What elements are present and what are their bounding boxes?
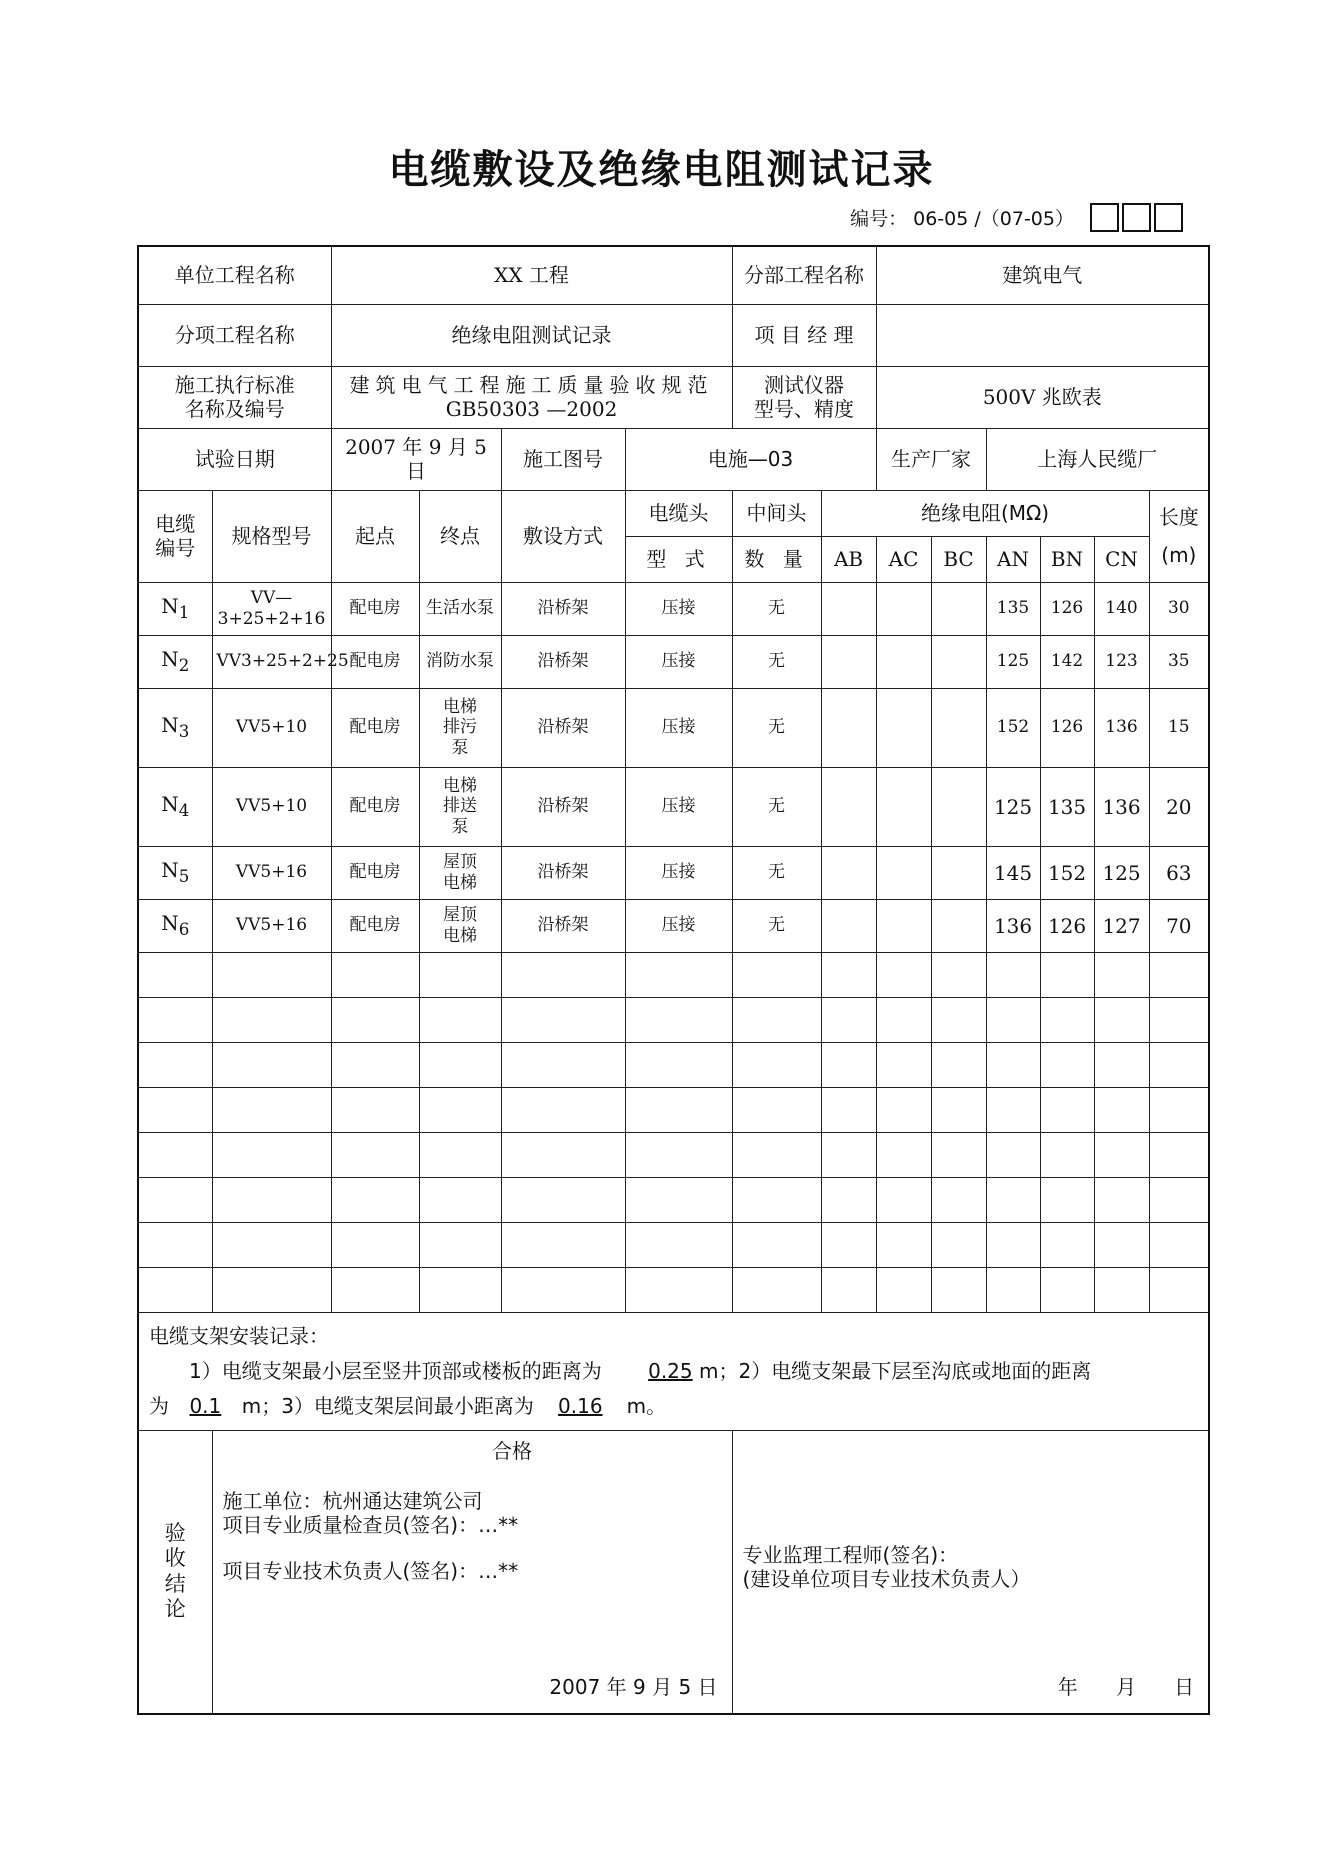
cell-an[interactable]: 152 [986, 688, 1040, 767]
cell-cn[interactable]: 123 [1094, 635, 1149, 688]
cell-start[interactable]: 配电房 [331, 635, 419, 688]
cell-ab[interactable] [821, 899, 876, 952]
instrument-label [732, 366, 876, 428]
cell-ac[interactable] [876, 846, 931, 899]
cell-method[interactable]: 沿桥架 [501, 635, 625, 688]
empty-row [138, 1042, 1209, 1087]
installation-heading: 电缆支架安装记录： [149, 1323, 329, 1348]
cell-cn[interactable]: 140 [1094, 582, 1149, 635]
cell-spec[interactable]: VV3+25+2+25 [212, 635, 331, 688]
col-ab: AB [821, 536, 876, 582]
col-an: AN [986, 536, 1040, 582]
empty-row [138, 997, 1209, 1042]
col-bn: BN [1040, 536, 1094, 582]
code-box[interactable] [1154, 203, 1183, 232]
item-project-value[interactable]: 绝缘电阻测试记录 [331, 304, 732, 366]
col-mid-count-2: 数 量 [732, 536, 821, 582]
col-length-line: (m) [1161, 543, 1197, 567]
cell-spec[interactable]: VV5+10 [212, 688, 331, 767]
table-row [138, 767, 1209, 846]
cell-mid[interactable]: 无 [732, 582, 821, 635]
cell-bc[interactable] [931, 635, 986, 688]
cell-ac[interactable] [876, 899, 931, 952]
code-box[interactable] [1122, 203, 1151, 232]
table-row [138, 899, 1209, 952]
cell-bn[interactable]: 142 [1040, 635, 1094, 688]
cell-length[interactable]: 15 [1149, 688, 1209, 767]
test-date-label: 试验日期 [138, 428, 331, 490]
col-bc: BC [931, 536, 986, 582]
quality-inspector-sign[interactable]: 项目专业质量检查员(签名)：…** [222, 1512, 519, 1537]
col-head-type-2: 型 式 [625, 536, 732, 582]
cell-ac[interactable] [876, 688, 931, 767]
col-spec: 规格型号 [212, 490, 331, 582]
cell-cable-no[interactable]: $N_6$ [138, 899, 212, 952]
distance-top-value[interactable]: 0.25 [648, 1358, 693, 1383]
cell-end[interactable]: 电梯排污泵 [419, 688, 501, 767]
unit-project-label: 单位工程名称 [138, 246, 331, 304]
cell-mid[interactable]: 无 [732, 767, 821, 846]
cell-start[interactable]: 配电房 [331, 846, 419, 899]
cell-mid[interactable]: 无 [732, 635, 821, 688]
col-insulation: 绝缘电阻(MΩ) [821, 490, 1149, 536]
cell-ab[interactable] [821, 846, 876, 899]
cell-method[interactable]: 沿桥架 [501, 846, 625, 899]
cell-start[interactable]: 配电房 [331, 688, 419, 767]
standard-value[interactable] [331, 366, 732, 428]
cell-an[interactable]: 135 [986, 582, 1040, 635]
instrument-label-line: 型号、精度 [754, 397, 855, 421]
cell-start[interactable]: 配电房 [331, 767, 419, 846]
drawing-value[interactable]: 电施—03 [625, 428, 876, 490]
empty-row [138, 1087, 1209, 1132]
col-length-line: 长度 [1158, 505, 1199, 529]
owner-tech-sign: (建设单位项目专业技术负责人） [742, 1566, 1031, 1591]
code-label: 编号： [850, 208, 908, 230]
col-length [1149, 490, 1209, 582]
maker-label: 生产厂家 [876, 428, 986, 490]
standard-label [138, 366, 331, 428]
table-row [138, 688, 1209, 767]
col-end: 终点 [419, 490, 501, 582]
cell-cable-no[interactable]: $N_4$ [138, 767, 212, 846]
cell-cn[interactable]: 136 [1094, 767, 1149, 846]
col-cn: CN [1094, 536, 1149, 582]
cell-spec[interactable]: VV5+10 [212, 767, 331, 846]
empty-row [138, 1132, 1209, 1177]
sub-project-value[interactable]: 建筑电气 [876, 246, 1209, 304]
unit-project-value[interactable]: XX 工程 [331, 246, 732, 304]
cell-cable-no[interactable]: $N_5$ [138, 846, 212, 899]
cell-length[interactable]: 70 [1149, 899, 1209, 952]
tech-leader-sign[interactable]: 项目专业技术负责人(签名)：…** [222, 1558, 519, 1583]
cell-mid[interactable]: 无 [732, 688, 821, 767]
col-cable-no-label: 电缆编号 [155, 512, 196, 560]
cell-bc[interactable] [931, 846, 986, 899]
cell-an[interactable]: 125 [986, 635, 1040, 688]
cell-head[interactable]: 压接 [625, 899, 732, 952]
manager-value[interactable] [876, 304, 1209, 366]
item-project-label: 分项工程名称 [138, 304, 331, 366]
cell-end[interactable]: 屋顶电梯 [419, 899, 501, 952]
cell-method[interactable]: 沿桥架 [501, 688, 625, 767]
cell-head[interactable]: 压接 [625, 635, 732, 688]
col-cable-no [138, 490, 212, 582]
cell-end[interactable]: 消防水泵 [419, 635, 501, 688]
cell-cable-no[interactable]: $N_2$ [138, 635, 212, 688]
cell-an[interactable]: 136 [986, 899, 1040, 952]
cell-ab[interactable] [821, 635, 876, 688]
col-head-type: 电缆头 [625, 490, 732, 536]
cell-cn[interactable]: 136 [1094, 688, 1149, 767]
cell-cable-no[interactable]: $N_1$ [138, 582, 212, 635]
drawing-label: 施工图号 [501, 428, 625, 490]
cell-cn[interactable]: 125 [1094, 846, 1149, 899]
cell-head[interactable]: 压接 [625, 688, 732, 767]
cell-spec[interactable]: VV5+16 [212, 899, 331, 952]
table-row [138, 846, 1209, 899]
cell-ab[interactable] [821, 767, 876, 846]
standard-value-line: 建筑电气工程施工质量验收规范 [349, 373, 714, 397]
cell-end[interactable]: 生活水泵 [419, 582, 501, 635]
cell-bc[interactable] [931, 688, 986, 767]
code-value: 06-05 /（07-05） [913, 208, 1074, 230]
cell-head[interactable]: 压接 [625, 767, 732, 846]
table-row [138, 582, 1209, 635]
distance-layer-value[interactable]: 0.16 [558, 1393, 603, 1418]
construction-unit: 施工单位：杭州通达建筑公司 [222, 1488, 483, 1513]
cell-an[interactable]: 125 [986, 767, 1040, 846]
cell-mid[interactable]: 无 [732, 899, 821, 952]
supervisor-sign[interactable]: 专业监理工程师(签名)： [742, 1542, 959, 1567]
cell-length[interactable]: 20 [1149, 767, 1209, 846]
cell-bn[interactable]: 152 [1040, 846, 1094, 899]
test-date-value[interactable]: 2007 年 9 月 5 日 [331, 428, 501, 490]
cell-bn[interactable]: 126 [1040, 582, 1094, 635]
construction-date[interactable]: 2007 年 9 月 5 日 [549, 1674, 718, 1699]
record-table [137, 245, 1210, 1715]
cell-start[interactable]: 配电房 [331, 899, 419, 952]
cell-end[interactable]: 电梯排送泵 [419, 767, 501, 846]
cell-spec[interactable]: VV5+16 [212, 846, 331, 899]
cell-method[interactable]: 沿桥架 [501, 767, 625, 846]
empty-row [138, 952, 1209, 997]
cell-bn[interactable]: 126 [1040, 899, 1094, 952]
cell-bc[interactable] [931, 582, 986, 635]
cell-ac[interactable] [876, 767, 931, 846]
cell-length[interactable]: 63 [1149, 846, 1209, 899]
code-boxes [1090, 203, 1183, 232]
acceptance-result[interactable]: 合格 [492, 1438, 533, 1463]
installation-line-1: 1）电缆支架最小层至竖井顶部或楼板的距离为 0.25 m；2）电缆支架最下层至沟底或地面的距离 [149, 1354, 1198, 1389]
cell-end[interactable]: 屋顶电梯 [419, 846, 501, 899]
table-row [138, 635, 1209, 688]
cell-length[interactable]: 35 [1149, 635, 1209, 688]
empty-row [138, 1222, 1209, 1267]
sub-project-label: 分部工程名称 [732, 246, 876, 304]
cell-ac[interactable] [876, 635, 931, 688]
cell-length[interactable]: 30 [1149, 582, 1209, 635]
record-code [850, 203, 1183, 232]
cell-cable-no[interactable]: $N_3$ [138, 688, 212, 767]
cell-method[interactable]: 沿桥架 [501, 582, 625, 635]
cell-mid[interactable]: 无 [732, 846, 821, 899]
acceptance-label: 验 收 结 论 [138, 1430, 212, 1714]
cell-head[interactable]: 压接 [625, 846, 732, 899]
maker-value[interactable]: 上海人民缆厂 [986, 428, 1209, 490]
cell-bn[interactable]: 135 [1040, 767, 1094, 846]
cell-ab[interactable] [821, 582, 876, 635]
standard-label-line: 名称及编号 [184, 397, 285, 421]
empty-row [138, 1267, 1209, 1312]
cell-spec[interactable]: VV—3+25+2+16 [212, 582, 331, 635]
cell-an[interactable]: 145 [986, 846, 1040, 899]
cell-ab[interactable] [821, 688, 876, 767]
installation-line-2: 为 0.1 m；3）电缆支架层间最小距离为 0.16 m。 [149, 1389, 1198, 1424]
cell-bc[interactable] [931, 899, 986, 952]
instrument-value[interactable]: 500V 兆欧表 [876, 366, 1209, 428]
cell-ac[interactable] [876, 582, 931, 635]
cell-cn[interactable]: 127 [1094, 899, 1149, 952]
col-mid-count: 中间头 [732, 490, 821, 536]
code-box[interactable] [1090, 203, 1119, 232]
col-start: 起点 [331, 490, 419, 582]
distance-bottom-value[interactable]: 0.1 [189, 1393, 222, 1418]
cell-method[interactable]: 沿桥架 [501, 899, 625, 952]
standard-value-line: GB50303 —2002 [445, 397, 618, 421]
installation-record [138, 1312, 1209, 1430]
manager-label: 项 目 经 理 [732, 304, 876, 366]
construction-sign-block [212, 1430, 732, 1714]
supervisor-date[interactable]: 年 月 日 [1057, 1674, 1195, 1699]
cell-head[interactable]: 压接 [625, 582, 732, 635]
col-ac: AC [876, 536, 931, 582]
instrument-label-line: 测试仪器 [764, 373, 845, 397]
cell-start[interactable]: 配电房 [331, 582, 419, 635]
col-method: 敷设方式 [501, 490, 625, 582]
cell-bn[interactable]: 126 [1040, 688, 1094, 767]
supervisor-sign-block [732, 1430, 1209, 1714]
cell-bc[interactable] [931, 767, 986, 846]
page-title: 电缆敷设及绝缘电阻测试记录 [388, 147, 935, 193]
standard-label-line: 施工执行标准 [174, 373, 295, 397]
empty-row [138, 1177, 1209, 1222]
